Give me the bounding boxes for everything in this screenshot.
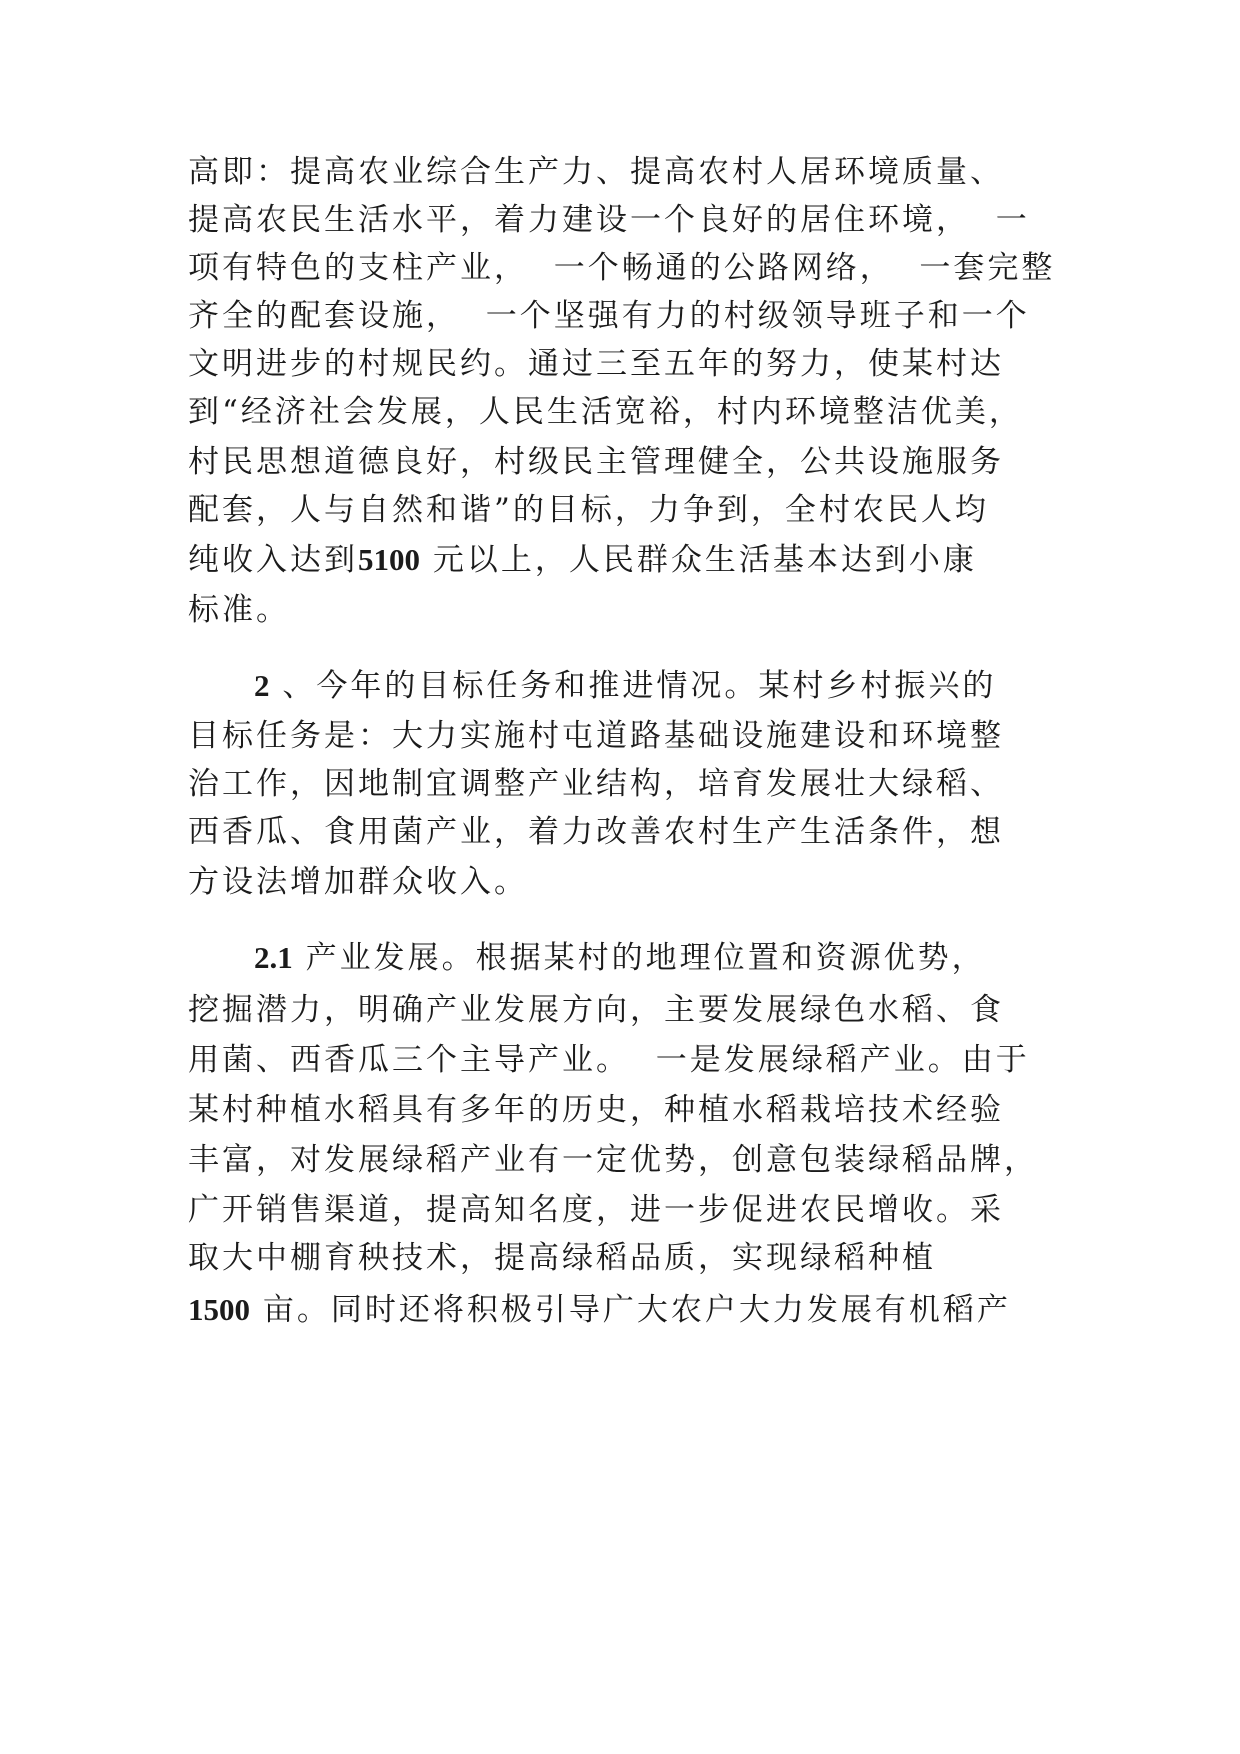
text-line: 配套，人与自然和谐”的目标，力争到，全村农民人均 xyxy=(188,492,989,528)
text-line: 取大中棚育秧技术，提高绿稻品质，实现绿稻种植 xyxy=(188,1240,936,1276)
text-line xyxy=(188,538,977,582)
text-line: 广开销售渠道，提高知名度，进一步促进农民增收。采 xyxy=(188,1192,1004,1228)
acreage-figure: 1500 xyxy=(188,1292,250,1327)
text-line: 用菌、西香瓜三个主导产业。 一是发展绿稻产业。由于 xyxy=(188,1042,1030,1078)
text-run: 产业发展。根据某村的地理位置和资源优势， xyxy=(292,940,986,976)
text-line: 方设法增加群众收入。 xyxy=(188,864,528,900)
text-line: 标准。 xyxy=(188,592,290,628)
section-heading-line xyxy=(254,664,996,708)
text-line: 挖掘潜力，明确产业发展方向，主要发展绿色水稻、食 xyxy=(188,992,1004,1028)
subsection-number: 2.1 xyxy=(254,940,293,975)
text-line: 提高农民生活水平，着力建设一个良好的居住环境， 一 xyxy=(188,202,1030,238)
section-heading-line xyxy=(254,936,986,980)
text-line: 丰富，对发展绿稻产业有一定优势，创意包装绿稻品牌， xyxy=(188,1142,1038,1178)
text-line: 某村种植水稻具有多年的历史，种植水稻栽培技术经验 xyxy=(188,1092,1004,1128)
text-run: 元以上，人民群众生活基本达到小康 xyxy=(420,542,977,578)
section-number: 2 xyxy=(254,668,270,703)
income-figure: 5100 xyxy=(358,542,420,577)
text-line: 目标任务是：大力实施村屯道路基础设施建设和环境整 xyxy=(188,718,1004,754)
text-line: 文明进步的村规民约。通过三至五年的努力，使某村达 xyxy=(188,346,1004,382)
text-line: 治工作，因地制宜调整产业结构，培育发展壮大绿稻、 xyxy=(188,766,1004,802)
text-run: 、今年的目标任务和推进情况。某村乡村振兴的 xyxy=(269,668,997,704)
text-line: 村民思想道德良好，村级民主管理健全，公共设施服务 xyxy=(188,444,1004,480)
text-line: 西香瓜、食用菌产业，着力改善农村生产生活条件，想 xyxy=(188,814,1004,850)
text-line: 高即：提高农业综合生产力、提高农村人居环境质量、 xyxy=(188,154,1004,190)
text-line xyxy=(188,1288,1011,1332)
text-line: 到“经济社会发展，人民生活宽裕，村内环境整洁优美， xyxy=(188,394,1023,430)
text-line: 齐全的配套设施， 一个坚强有力的村级领导班子和一个 xyxy=(188,298,1030,334)
text-line: 项有特色的支柱产业， 一个畅通的公路网络， 一套完整 xyxy=(188,250,1056,286)
text-run: 纯收入达到 xyxy=(188,542,358,578)
text-run: 亩。同时还将积极引导广大农户大力发展有机稻产 xyxy=(250,1292,1011,1328)
